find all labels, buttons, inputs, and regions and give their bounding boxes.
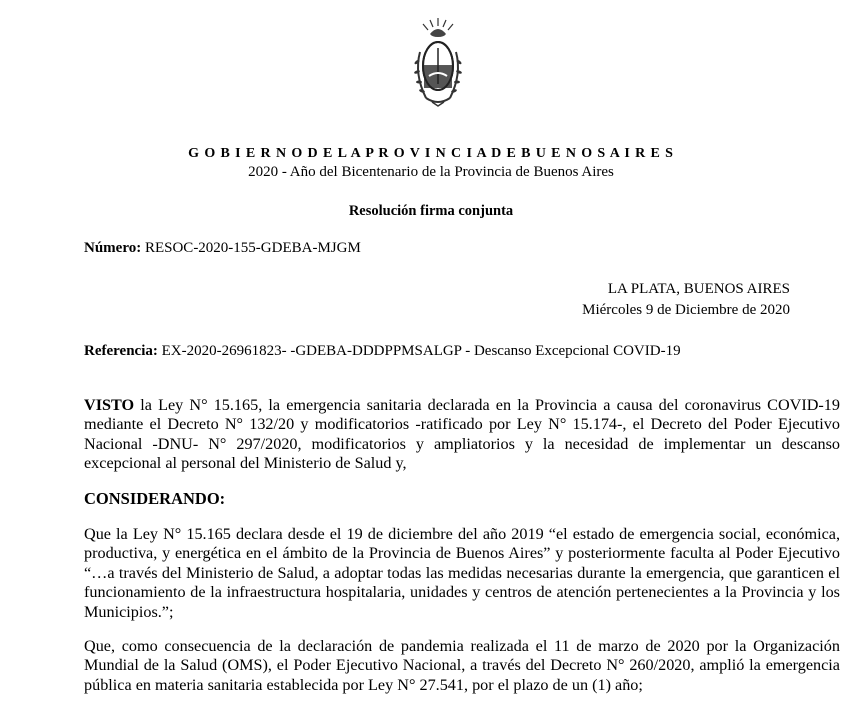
government-title: G O B I E R N O D E L A P R O V I N C I A D E B U E N O S A I R E S bbox=[188, 146, 674, 161]
considerando-paragraph-2: Que, como consecuencia de la declaración de pandemia realizada el 11 de marzo de 2020 por la Organización Mundial de la Salud (OMS), el Poder Ejecutivo Nacional, a través del Decreto N° 260/2020, amplió la emergencia pública en materia sanitaria establecida por Ley N° 27.541, por el plazo de un (1) año; bbox=[84, 637, 840, 694]
location-place: LA PLATA, BUENOS AIRES bbox=[607, 281, 790, 297]
considerando-paragraph-1: Que la Ley N° 15.165 declara desde el 19 de diciembre del año 2019 “el estado de emergencia social, económica, productiva, y energética en el ámbito de la Provincia de Buenos Aires” y posteriormente faculta al Poder Ejecutivo “…a través del Ministerio de Salud, a adoptar todas las medidas necesarias durante la emergencia, que garanticen el funcionamiento de la infraestructura hospitalaria, unidades y centros de atención pertenecientes a la Provincia y los Municipios.”; bbox=[84, 525, 840, 621]
reference-label: Referencia: bbox=[84, 343, 158, 359]
visto-label: VISTO bbox=[84, 396, 135, 414]
number-label: Número: bbox=[84, 240, 142, 256]
considerando-heading: CONSIDERANDO: bbox=[84, 489, 226, 508]
visto-text: la Ley N° 15.165, la emergencia sanitaria declarada en la Provincia a causa del coronavirus COVID-19 mediante el Decreto N° 132/20 y modificatorios -ratificado por Ley N° 15.174-, el Decreto del Poder Ejecutivo Nacional -DNU- N° 297/2020, modificatorios y ampliatorios y la necesidad de implementar un descanso excepcional al personal del Ministerio de Salud y, bbox=[84, 396, 840, 473]
year-motto: 2020 - Año del Bicentenario de la Provincia de Buenos Aires bbox=[248, 164, 614, 180]
document-date: Miércoles 9 de Diciembre de 2020 bbox=[582, 302, 790, 318]
visto-paragraph bbox=[84, 396, 840, 474]
reference bbox=[84, 343, 681, 360]
number-value: RESOC-2020-155-GDEBA-MJGM bbox=[144, 240, 361, 256]
reference-value: EX-2020-26961823- -GDEBA-DDDPPMSALGP - Descanso Excepcional COVID-19 bbox=[161, 343, 681, 359]
document-number bbox=[84, 240, 361, 257]
coat-of-arms-icon bbox=[408, 14, 468, 114]
resolution-title: Resolución firma conjunta bbox=[348, 203, 514, 219]
